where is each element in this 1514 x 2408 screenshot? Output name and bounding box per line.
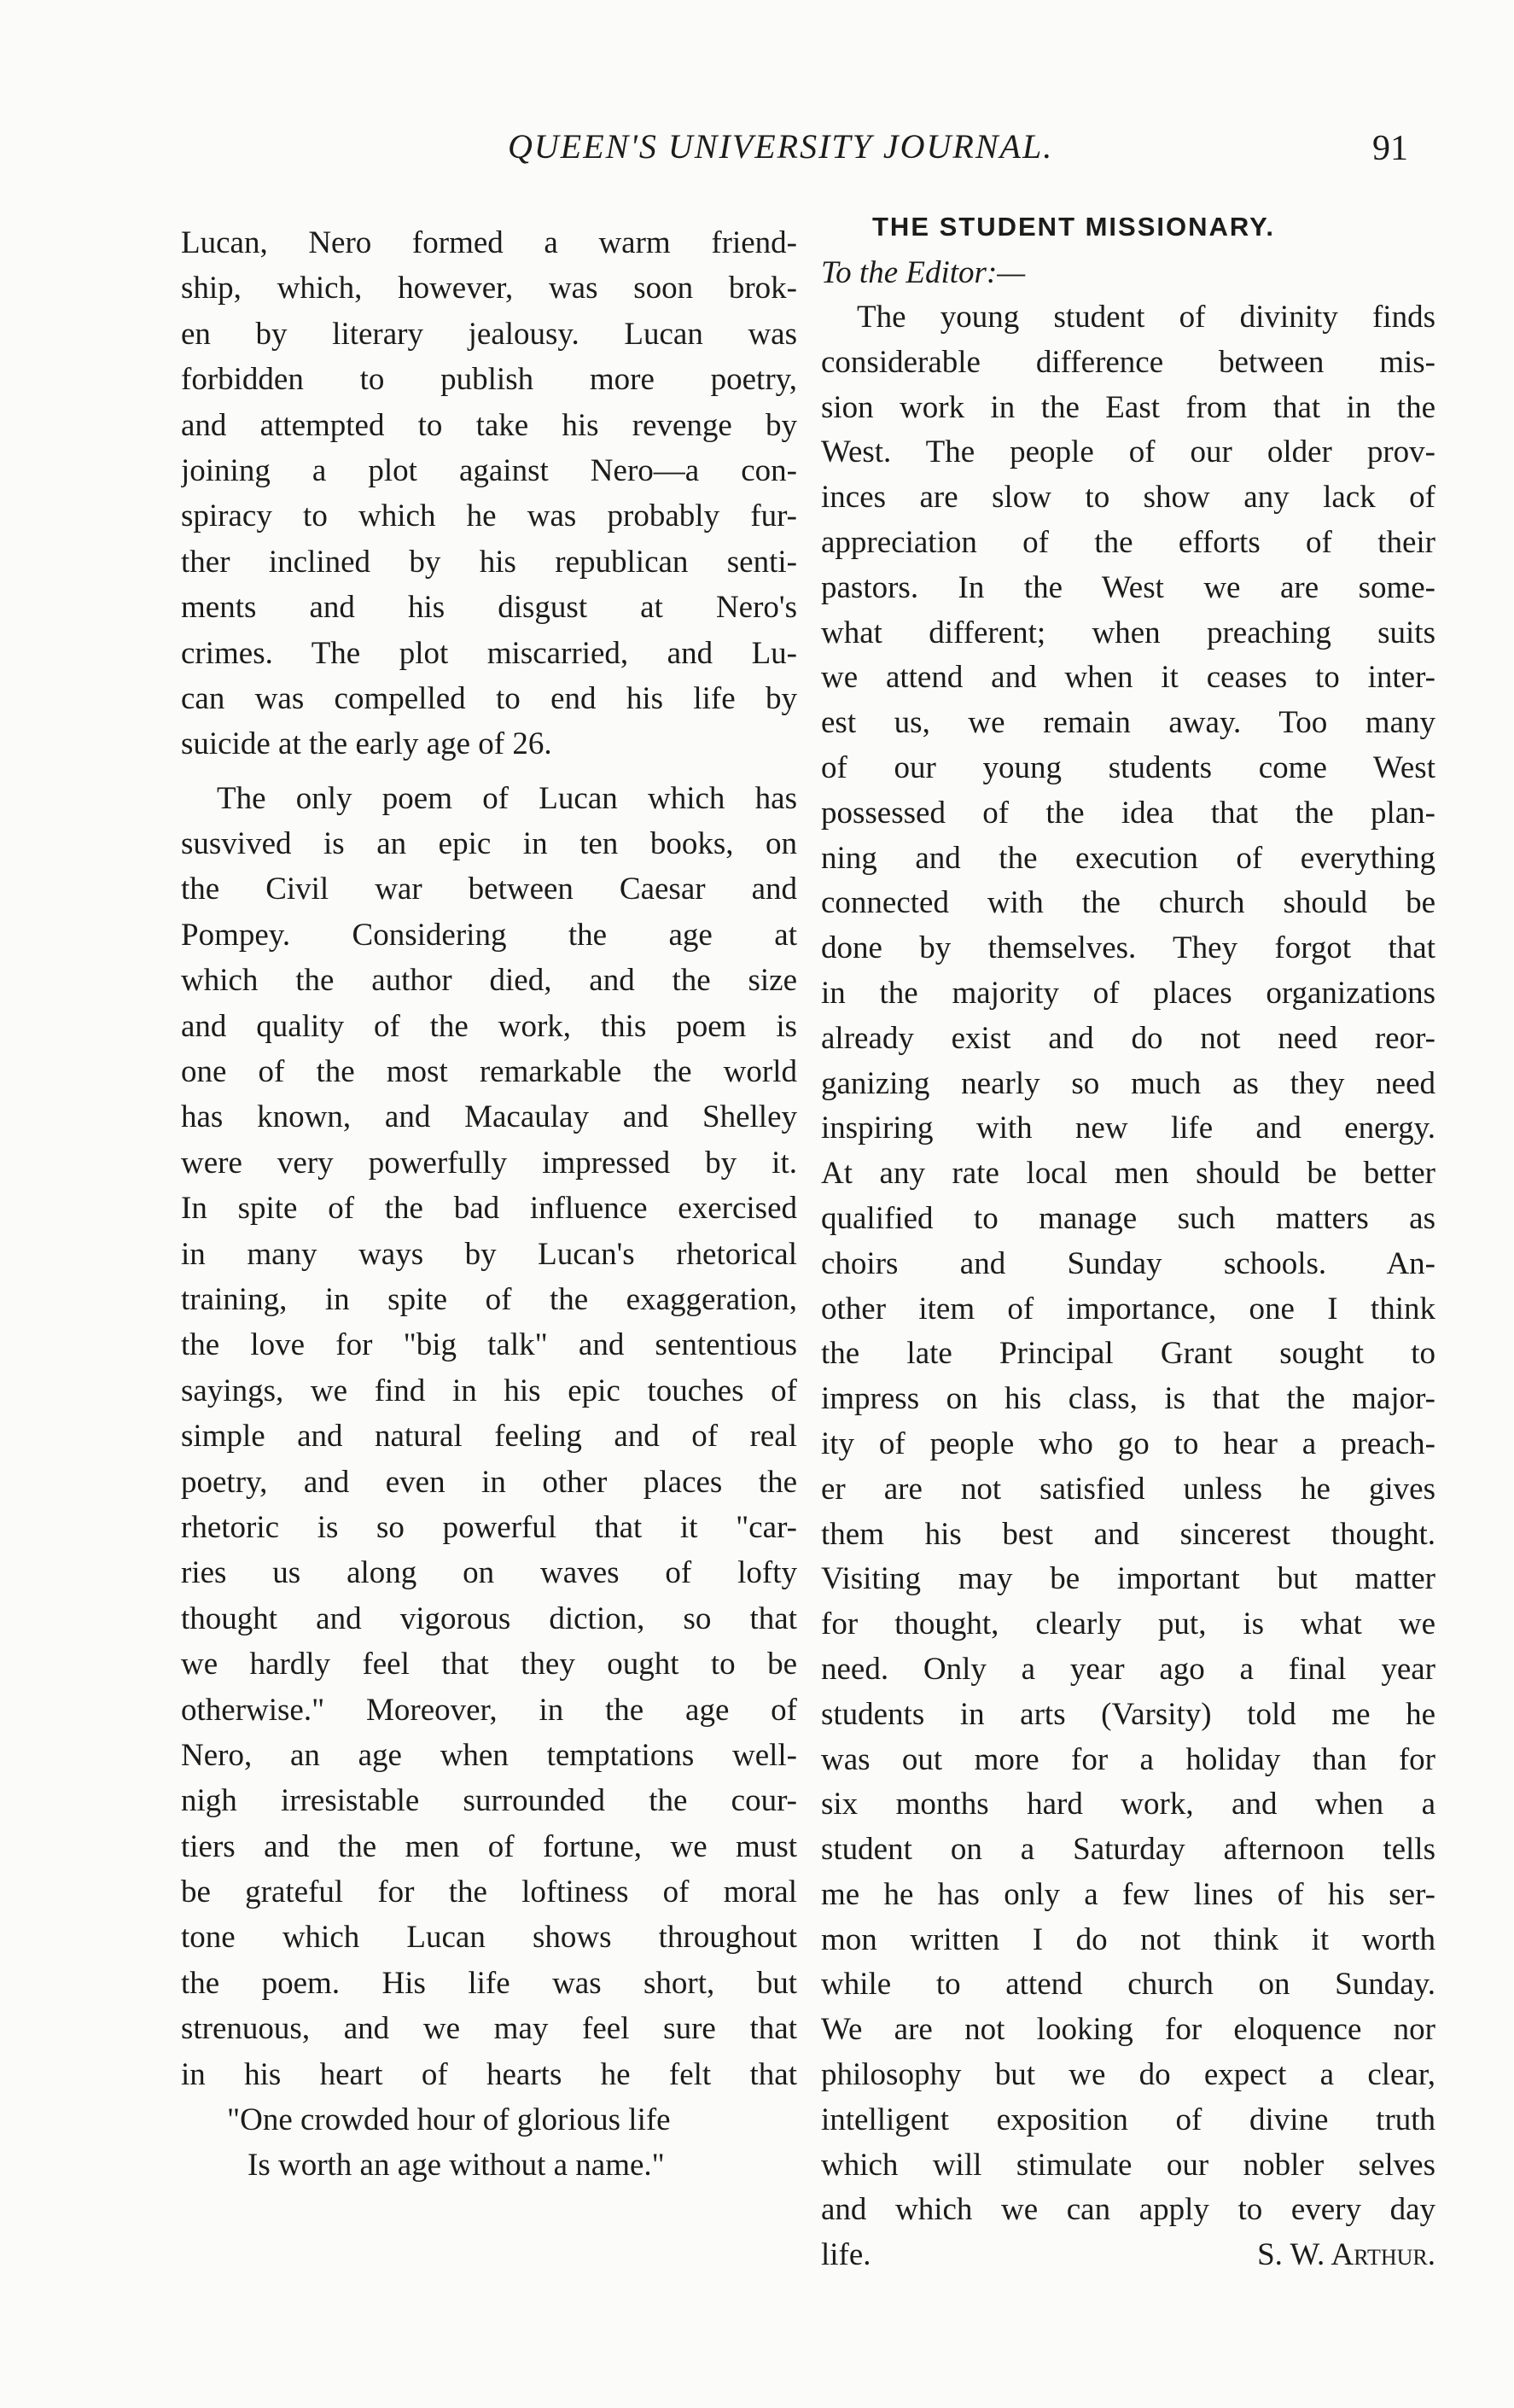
poem-line: "One crowded hour of glorious life (227, 2102, 671, 2138)
text-line: for thought, clearly put, is what we (821, 1606, 1435, 1642)
text-line: Visiting may be important but matter (821, 1561, 1435, 1597)
text-line: we hardly feel that they ought to be (181, 1647, 797, 1682)
page-number: 91 (1372, 129, 1408, 168)
text-line: already exist and do not need reor- (821, 1020, 1435, 1056)
text-line: ments and his disgust at Nero's (181, 590, 797, 626)
text-line: the poem. His life was short, but (181, 1965, 797, 2001)
text-line: suicide at the early age of 26. (181, 726, 552, 762)
lucan-paragraph-2 (181, 776, 797, 2097)
text-line: qualified to manage such matters as (821, 1200, 1435, 1236)
text-line: considerable difference between mis- (821, 344, 1435, 380)
text-line: other item of importance, one I think (821, 1291, 1435, 1326)
text-line: ity of people who go to hear a preach- (821, 1426, 1435, 1461)
text-line: nigh irresistable surrounded the cour- (181, 1783, 797, 1819)
text-line: one of the most remarkable the world (181, 1054, 797, 1090)
text-line: sayings, we find in his epic touches of (181, 1373, 797, 1408)
text-line: what different; when preaching suits (821, 615, 1435, 650)
text-line: of our young students come West (821, 749, 1435, 785)
text-line: rhetoric is so powerful that it "car- (181, 1509, 797, 1545)
text-line: The only poem of Lucan which has (217, 780, 797, 816)
text-line: impress on his class, is that the major- (821, 1381, 1435, 1417)
text-line: spiracy to which he was probably fur- (181, 499, 797, 534)
text-line: Pompey. Considering the age at (181, 917, 797, 953)
right-column (821, 212, 1435, 2278)
article-heading: THE STUDENT MISSIONARY. (872, 212, 1275, 242)
text-line: was out more for a holiday than for (821, 1741, 1435, 1777)
text-line: we attend and when it ceases to inter- (821, 660, 1435, 696)
text-line: tiers and the men of fortune, we must (181, 1828, 797, 1864)
text-line: sion work in the East from that in the (821, 389, 1435, 425)
text-line: inces are slow to show any lack of (821, 480, 1435, 516)
text-line: ries us along on waves of lofty (181, 1555, 797, 1591)
text-line: possessed of the idea that the plan- (821, 795, 1435, 831)
text-line: which will stimulate our nobler selves (821, 2147, 1435, 2183)
text-line: in the majority of places organizations (821, 975, 1435, 1011)
author-signature: S. W. Arthur. (1257, 2237, 1435, 2273)
letter-paragraph (821, 295, 1435, 2233)
text-line: done by themselves. They forgot that (821, 930, 1435, 966)
text-line: en by literary jealousy. Lucan was (181, 316, 797, 352)
text-line: mon written I do not think it worth (821, 1921, 1435, 1957)
text-line: strenuous, and we may feel sure that (181, 2011, 797, 2047)
text-line: student on a Saturday afternoon tells (821, 1832, 1435, 1868)
text-line: otherwise." Moreover, in the age of (181, 1692, 797, 1728)
text-line: thought and vigorous diction, so that (181, 1600, 797, 1636)
text-line: them his best and sincerest thought. (821, 1516, 1435, 1552)
text-line: can was compelled to end his life by (181, 680, 797, 716)
text-line: the love for "big talk" and sententious (181, 1327, 797, 1363)
text-line: West. The people of our older prov- (821, 434, 1435, 470)
text-line: tone which Lucan shows throughout (181, 1920, 797, 1956)
text-line: ning and the execution of everything (821, 840, 1435, 876)
text-line: At any rate local men should be better (821, 1156, 1435, 1192)
text-line: Nero, an age when temptations well- (181, 1737, 797, 1773)
text-line: susvived is an epic in ten books, on (181, 826, 797, 862)
text-line: were very powerfully impressed by it. (181, 1145, 797, 1181)
text-line: the Civil war between Caesar and (181, 872, 797, 907)
text-line: simple and natural feeling and of real (181, 1419, 797, 1455)
text-line: and attempted to take his revenge by (181, 407, 797, 443)
text-line: which the author died, and the size (181, 963, 797, 999)
text-line: need. Only a year ago a final year (821, 1651, 1435, 1687)
salutation: To the Editor:— (821, 255, 1026, 290)
text-line: training, in spite of the exaggeration, (181, 1281, 797, 1317)
running-title: QUEEN'S UNIVERSITY JOURNAL. (508, 127, 1054, 166)
text-line: the late Principal Grant sought to (821, 1336, 1435, 1372)
text-line: philosophy but we do expect a clear, (821, 2057, 1435, 2093)
text-line: students in arts (Varsity) told me he (821, 1696, 1435, 1732)
text-line: and quality of the work, this poem is (181, 1008, 797, 1044)
text-line: est us, we remain away. Too many (821, 705, 1435, 741)
closing-line (821, 2233, 1435, 2278)
text-line: inspiring with new life and energy. (821, 1111, 1435, 1146)
text-line: joining a plot against Nero—a con- (181, 452, 797, 488)
text-line: In spite of the bad influence exercised (181, 1191, 797, 1227)
text-line: ther inclined by his republican senti- (181, 544, 797, 580)
text-line: in his heart of hearts he felt that (181, 2056, 797, 2092)
text-line: Lucan, Nero formed a warm friend- (181, 225, 797, 260)
text-line: me he has only a few lines of his ser- (821, 1876, 1435, 1912)
poem-line: Is worth an age without a name." (247, 2148, 665, 2184)
text-line: has known, and Macaulay and Shelley (181, 1099, 797, 1135)
text-line: six months hard work, and when a (821, 1787, 1435, 1822)
text-line: er are not satisfied unless he gives (821, 1471, 1435, 1507)
text-line: appreciation of the efforts of their (821, 524, 1435, 560)
text-line: intelligent exposition of divine truth (821, 2102, 1435, 2137)
text-line: ganizing nearly so much as they need (821, 1065, 1435, 1101)
closing-word: life. (821, 2237, 871, 2273)
lucan-paragraph-1 (181, 220, 797, 767)
text-line: while to attend church on Sunday. (821, 1967, 1435, 2003)
text-line: We are not looking for eloquence nor (821, 2012, 1435, 2048)
text-line: and which we can apply to every day (821, 2192, 1435, 2228)
text-line: connected with the church should be (821, 885, 1435, 921)
text-line: poetry, and even in other places the (181, 1464, 797, 1500)
text-line: choirs and Sunday schools. An- (821, 1245, 1435, 1281)
text-line: crimes. The plot miscarried, and Lu- (181, 635, 797, 671)
text-line: in many ways by Lucan's rhetorical (181, 1236, 797, 1272)
text-line: pastors. In the West we are some- (821, 569, 1435, 605)
text-line: forbidden to publish more poetry, (181, 362, 797, 398)
text-line: ship, which, however, was soon brok- (181, 271, 797, 306)
text-line: be grateful for the loftiness of moral (181, 1875, 797, 1910)
left-column (181, 220, 797, 2189)
text-line: The young student of divinity finds (857, 300, 1435, 335)
